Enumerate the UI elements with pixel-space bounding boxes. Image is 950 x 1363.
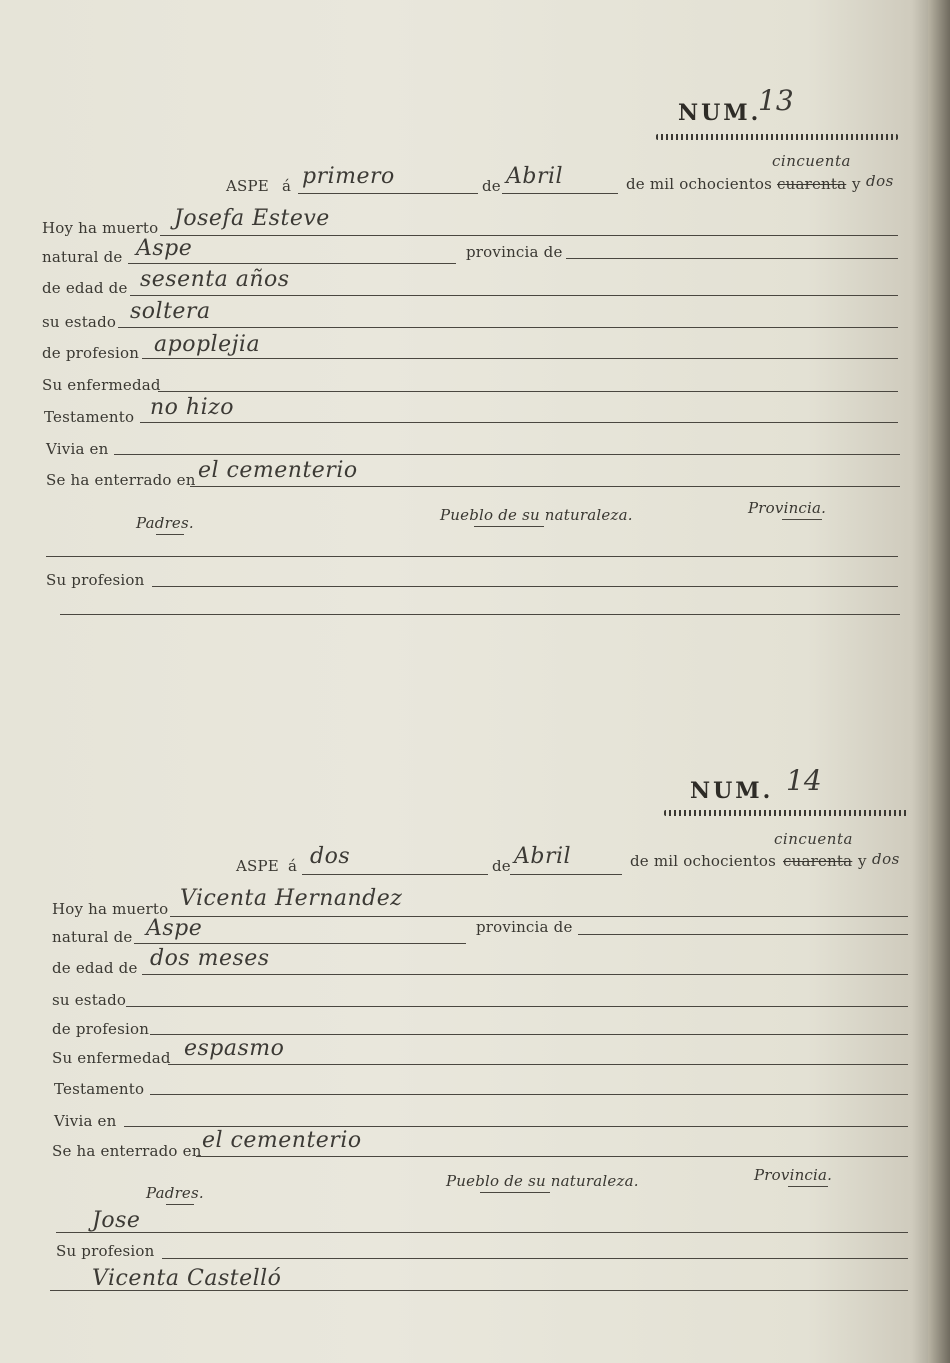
vivia-en-label: Vivia en — [54, 1112, 117, 1130]
pueblo-label: Pueblo de su naturaleza. — [446, 1172, 639, 1190]
madre-value: Vicenta Castelló — [92, 1266, 282, 1291]
su-enfermedad-label: Su enfermedad — [52, 1049, 171, 1067]
day-value: dos — [310, 844, 351, 869]
record-number: 14 — [786, 764, 822, 797]
de-edad-de-label: de edad de — [42, 279, 128, 297]
provincia-header: Provincia. — [754, 1166, 833, 1184]
su-enfermedad-label: Su enfermedad — [42, 376, 161, 394]
testamento-label: Testamento — [54, 1080, 145, 1098]
ornament-rule — [664, 810, 908, 816]
de-label: de — [482, 177, 501, 195]
su-estado-label: su estado — [52, 991, 127, 1009]
y-label: y — [852, 175, 861, 193]
deceased-name: Vicenta Hernandez — [180, 886, 403, 911]
provincia-de-label: provincia de — [476, 918, 573, 936]
de-profesion-label: de profesion — [52, 1020, 150, 1038]
profesion-value: apoplejia — [154, 332, 261, 357]
a-label: á — [282, 177, 292, 195]
se-ha-enterrado-label: Se ha enterrado en — [46, 471, 196, 489]
age-value: dos meses — [150, 946, 270, 971]
hoy-ha-muerto-label: Hoy ha muerto — [52, 900, 169, 918]
y-label: y — [858, 852, 867, 870]
year-unit: dos — [866, 172, 894, 190]
su-estado-label: su estado — [42, 313, 117, 331]
num-label: NUM. — [678, 100, 762, 126]
pueblo-label: Pueblo de su naturaleza. — [440, 506, 633, 524]
decade-correction: cincuenta — [774, 830, 853, 848]
natural-value: Aspe — [146, 916, 203, 941]
book-binding — [928, 0, 950, 1363]
enfermedad-value: espasmo — [184, 1036, 285, 1061]
de-label: de — [492, 857, 511, 875]
natural-de-label: natural de — [52, 928, 133, 946]
provincia-header: Provincia. — [748, 499, 827, 517]
enterrado-value: el cementerio — [202, 1128, 362, 1153]
num-label: NUM. — [690, 778, 774, 804]
testamento-label: Testamento — [44, 408, 135, 426]
padre-value: Jose — [92, 1208, 141, 1233]
de-profesion-label: de profesion — [42, 344, 140, 362]
struck-decade: cuarenta — [777, 175, 847, 193]
month-value: Abril — [514, 844, 572, 869]
record-number: 13 — [758, 84, 794, 117]
testamento-value: no hizo — [150, 395, 234, 420]
ornament-rule — [656, 134, 898, 140]
month-value: Abril — [506, 164, 564, 189]
struck-decade: cuarenta — [783, 852, 853, 870]
date-tail: de mil ochocientos — [630, 852, 777, 870]
estado-value: soltera — [130, 299, 211, 324]
enterrado-value: el cementerio — [198, 458, 358, 483]
natural-de-label: natural de — [42, 248, 123, 266]
year-unit: dos — [872, 850, 900, 868]
deceased-name: Josefa Esteve — [174, 206, 330, 231]
su-profesion-label: Su profesion — [46, 571, 145, 589]
date-tail: de mil ochocientos — [626, 175, 773, 193]
natural-value: Aspe — [136, 236, 193, 261]
padres-label: Padres. — [136, 514, 194, 532]
town-label: ASPE — [236, 857, 279, 875]
se-ha-enterrado-label: Se ha enterrado en — [52, 1142, 202, 1160]
a-label: á — [288, 857, 298, 875]
de-edad-de-label: de edad de — [52, 959, 138, 977]
day-value: primero — [302, 164, 395, 189]
age-value: sesenta años — [140, 267, 290, 292]
town-label: ASPE — [226, 177, 269, 195]
padres-label: Padres. — [146, 1184, 204, 1202]
vivia-en-label: Vivia en — [46, 440, 109, 458]
hoy-ha-muerto-label: Hoy ha muerto — [42, 219, 159, 237]
su-profesion-label: Su profesion — [56, 1242, 155, 1260]
decade-correction: cincuenta — [772, 152, 851, 170]
provincia-de-label: provincia de — [466, 243, 563, 261]
